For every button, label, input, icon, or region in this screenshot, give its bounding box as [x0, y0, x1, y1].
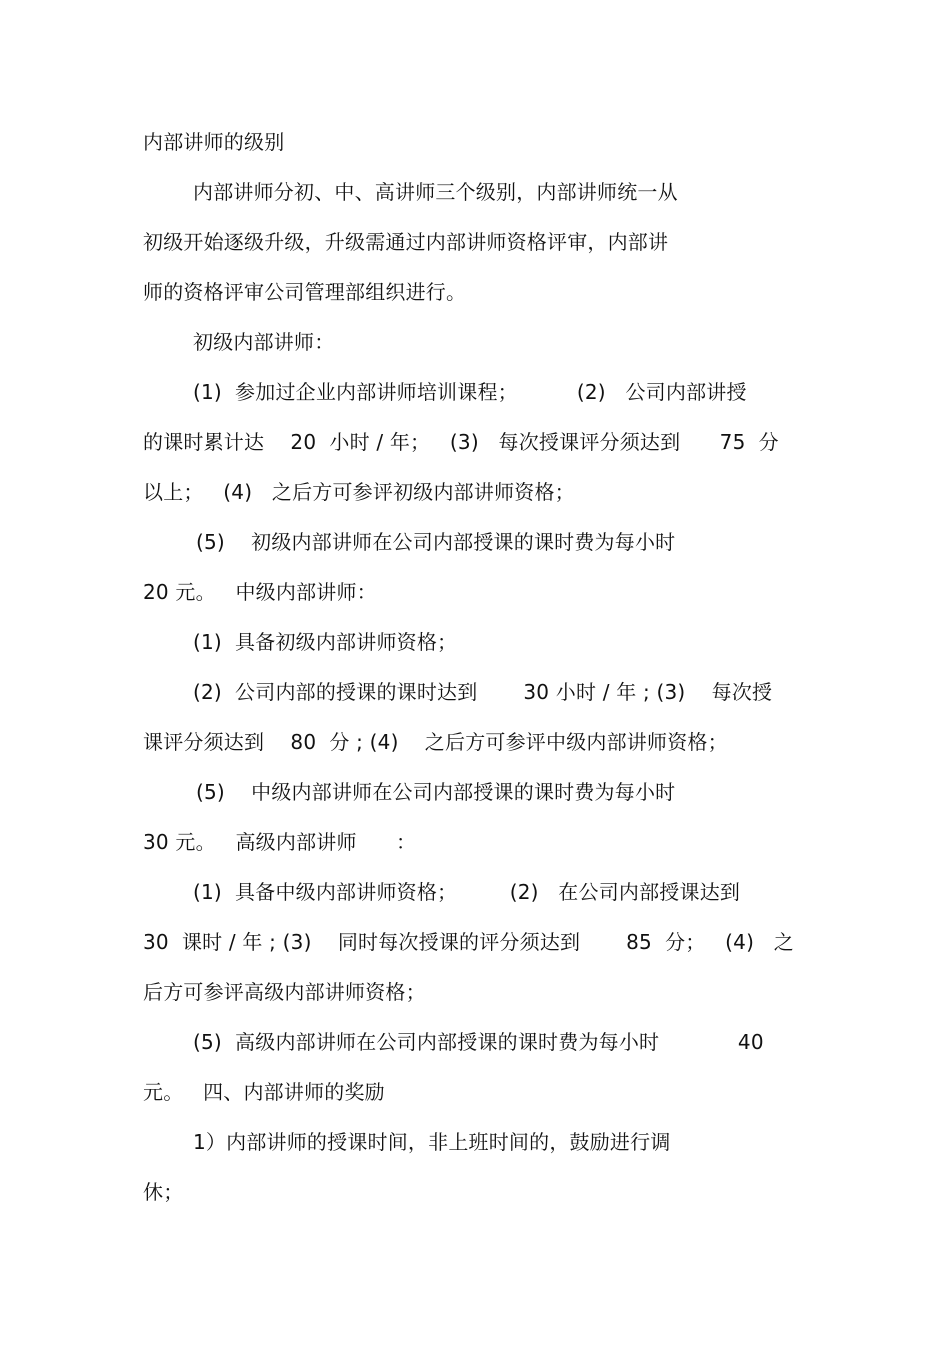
paragraph-line: 元。 四、内部讲师的奖励: [143, 1080, 385, 1104]
paragraph-line: 初级开始逐级升级，升级需通过内部讲师资格评审，内部讲: [143, 230, 669, 254]
section-heading: 内部讲师的级别: [143, 130, 285, 154]
paragraph-line: 30 课时 / 年 ; (3) 同时每次授课的评分须达到 85 分； (4) 之: [143, 930, 794, 954]
paragraph-line: 内部讲师分初、中、高讲师三个级别，内部讲师统一从: [193, 180, 678, 204]
paragraph-line: 休；: [143, 1180, 184, 1204]
paragraph-line: (5) 中级内部讲师在公司内部授课的课时费为每小时: [196, 780, 676, 804]
paragraph-line: 的课时累计达 20 小时 / 年； (3) 每次授课评分须达到 75 分: [143, 430, 779, 454]
paragraph-line: 1）内部讲师的授课时间，非上班时间的，鼓励进行调: [193, 1130, 671, 1154]
paragraph-line: 20 元。 中级内部讲师：: [143, 580, 377, 604]
paragraph-line: (1) 具备中级内部讲师资格； (2) 在公司内部授课达到: [193, 880, 741, 904]
paragraph-line: 后方可参评高级内部讲师资格；: [143, 980, 426, 1004]
paragraph-line: 以上； (4) 之后方可参评初级内部讲师资格；: [143, 480, 575, 504]
paragraph-line: (2) 公司内部的授课的课时达到 30 小时 / 年 ; (3) 每次授: [193, 680, 773, 704]
paragraph-line: 课评分须达到 80 分 ; (4) 之后方可参评中级内部讲师资格；: [143, 730, 728, 754]
paragraph-line: (5) 初级内部讲师在公司内部授课的课时费为每小时: [196, 530, 676, 554]
paragraph-line: 30 元。 高级内部讲师 ：: [143, 830, 417, 854]
subheading-line: 初级内部讲师：: [193, 330, 335, 354]
paragraph-line: (1) 具备初级内部讲师资格；: [193, 630, 458, 654]
paragraph-line: (5) 高级内部讲师在公司内部授课的课时费为每小时 40: [193, 1030, 764, 1054]
paragraph-line: (1) 参加过企业内部讲师培训课程； (2) 公司内部讲授: [193, 380, 747, 404]
paragraph-line: 师的资格评审公司管理部组织进行。: [143, 280, 467, 304]
